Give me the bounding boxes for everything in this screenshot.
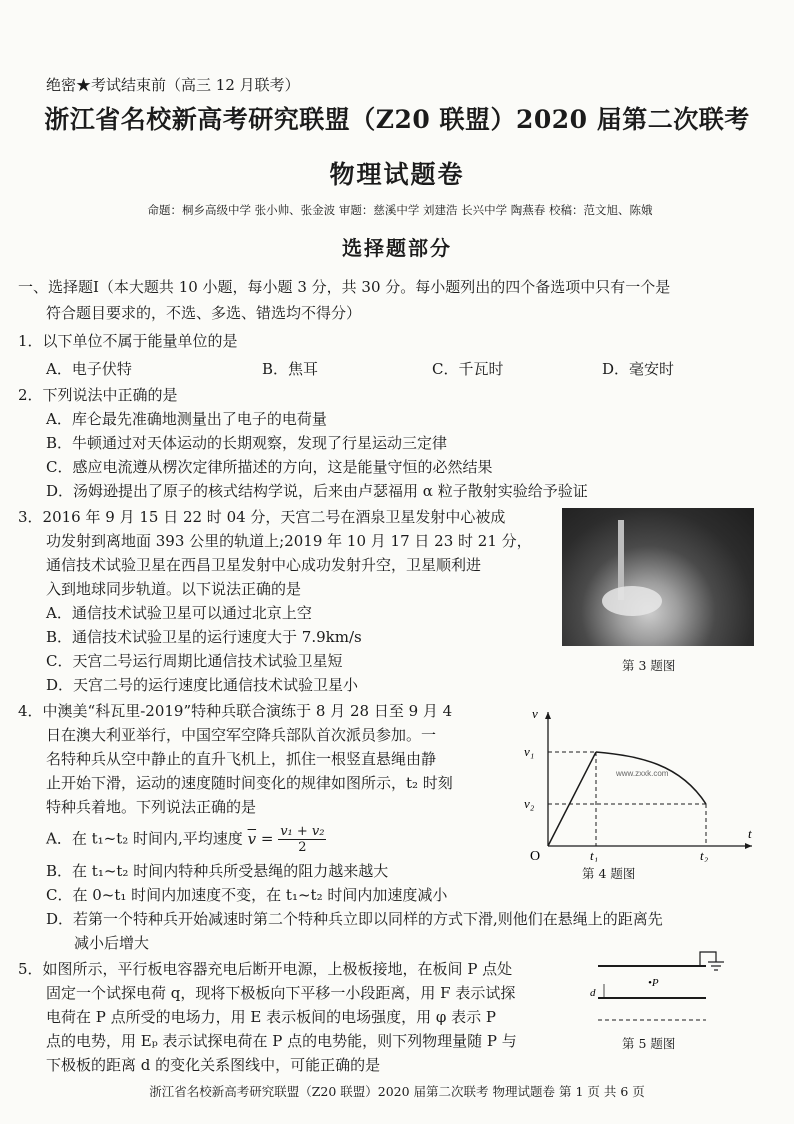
q4-option-a (46, 824, 326, 855)
question-5-stem: 5．如图所示，平行板电容器充电后断开电源，上极板接地，在板间 P 点处 (18, 960, 513, 978)
q1-option-b: B．焦耳 (262, 360, 319, 378)
rocket-launch-photo (562, 508, 754, 646)
question-1-stem: 1．以下单位不属于能量单位的是 (18, 332, 238, 350)
question-5-stem: 下极板的距离 d 的变化关系图线中，可能正确的是 (46, 1056, 381, 1074)
t1-label: t₁ (590, 848, 599, 862)
launch-smoke (602, 586, 662, 616)
q3-option-c: C．天宫二号运行周期比通信技术试验卫星短 (46, 652, 343, 670)
question-3-stem: 3．2016 年 9 月 15 日 22 时 04 分，天宫二号在酒泉卫星发射中心被成 (18, 508, 506, 526)
figure-4-caption: 第 4 题图 (582, 866, 636, 881)
t2-label: t₂ (700, 848, 709, 862)
q4-option-d: D．若第一个特种兵开始减速时第二个特种兵立即以同样的方式下滑,则他们在悬绳上的距离先 (46, 910, 663, 928)
question-4-stem: 特种兵着地。下列说法正确的是 (46, 798, 257, 816)
deceleration-curve (596, 752, 706, 804)
v-axis-label: v (532, 706, 538, 721)
question-2-stem: 2．下列说法中正确的是 (18, 386, 178, 404)
q1-option-a: A．电子伏特 (46, 360, 132, 378)
instructions-line: 符合题目要求的，不选、多选、错选均不得分） (46, 304, 362, 322)
question-5-stem: 固定一个试探电荷 q，现将下极板向下平移一小段距离，用 F 表示试探 (46, 984, 516, 1002)
exam-title: 浙江省名校新高考研究联盟（Z20 联盟）2020 届第二次联考 (44, 105, 750, 134)
watermark: www.zxxk.com (616, 769, 669, 778)
q4-option-a-text: A．在 t₁~t₂ 时间内,平均速度 (46, 829, 243, 848)
figure-3-caption: 第 3 题图 (622, 658, 676, 673)
point-p-label: •P (648, 977, 659, 989)
question-4-stem: 4．中澳美“科瓦里-2019”特种兵联合演练于 8 月 28 日至 9 月 4 (18, 702, 453, 720)
v1-label: v₁ (524, 744, 535, 759)
q3-option-d: D．天宫二号的运行速度比通信技术试验卫星小 (46, 676, 359, 694)
v2-label: v₂ (524, 796, 535, 811)
q4-option-c: C．在 0~t₁ 时间内加速度不变，在 t₁~t₂ 时间内加速度减小 (46, 886, 448, 904)
question-3-stem: 通信技术试验卫星在西昌卫星发射中心成功发射升空，卫星顺利进 (46, 556, 482, 574)
fraction (278, 824, 326, 855)
q2-option-a: A．库仑最先准确地测量出了电子的电荷量 (46, 410, 327, 428)
page-footer: 浙江省名校新高考研究联盟（Z20 联盟）2020 届第二次联考 物理试题卷 第 1 页 共 6 页 (149, 1084, 645, 1099)
velocity-axis-arrow (545, 712, 551, 719)
acceleration-segment (548, 752, 596, 846)
q4-option-d-continued: 减小后增大 (74, 934, 150, 952)
instructions-line: 一、选择题Ⅰ（本大题共 10 小题，每小题 3 分，共 30 分。每小题列出的四个备选项中只有一个是 (18, 278, 671, 296)
ground-wire (700, 952, 716, 966)
paper-subtitle: 物理试题卷 (329, 160, 465, 189)
question-4-stem: 止开始下滑，运动的速度随时间变化的规律如图所示，t₂ 时刻 (46, 774, 453, 792)
equals-sign: = (260, 829, 274, 848)
question-5-stem: 电荷在 P 点所受的电场力，用 E 表示板间的电场强度，用 φ 表示 P (46, 1008, 497, 1026)
q2-option-c: C．感应电流遵从楞次定律所描述的方向，这是能量守恒的必然结果 (46, 458, 493, 476)
distance-d-label: d (590, 987, 596, 999)
capacitor-diagram (588, 940, 748, 1028)
average-velocity-symbol: $\overline{v}$ (247, 829, 257, 848)
q2-option-b: B．牛顿通过对天体运动的长期观察，发现了行星运动三定律 (46, 434, 448, 452)
question-5-stem: 点的电势，用 Eₚ 表示试探电荷在 P 点的电势能，则下列物理量随 P 与 (46, 1032, 517, 1050)
q3-option-b: B．通信技术试验卫星的运行速度大于 7.9km/s (46, 628, 362, 646)
fraction-numerator: v₁ + v₂ (280, 824, 325, 839)
author-credits: 命题：桐乡高级中学 张小帅、张金波 审题：慈溪中学 刘建浩 长兴中学 陶燕春 校稿：范文旭、陈娥 (147, 203, 653, 217)
section-heading: 选择题部分 (342, 236, 452, 260)
q4-option-b: B．在 t₁~t₂ 时间内特种兵所受悬绳的阻力越来越大 (46, 862, 389, 880)
question-4-stem: 日在澳大利亚举行，中国空军空降兵部队首次派员参加。一 (46, 726, 437, 744)
figure-5-caption: 第 5 题图 (622, 1036, 676, 1051)
velocity-time-graph (520, 700, 760, 862)
time-axis-arrow (745, 843, 752, 849)
q1-option-d: D．毫安时 (602, 360, 675, 378)
q1-option-c: C．千瓦时 (432, 360, 504, 378)
fraction-denominator: 2 (298, 840, 307, 855)
question-3-stem: 功发射到离地面 393 公里的轨道上;2019 年 10 月 17 日 23 时 21 分， (46, 532, 532, 550)
confidential-note: 绝密★考试结束前（高三 12 月联考） (46, 76, 300, 94)
q3-option-a: A．通信技术试验卫星可以通过北京上空 (46, 604, 312, 622)
t-axis-label: t (748, 826, 752, 841)
question-3-stem: 入到地球同步轨道。以下说法正确的是 (46, 580, 302, 598)
q2-option-d: D．汤姆逊提出了原子的核式结构学说，后来由卢瑟福用 α 粒子散射实验给予验证 (46, 482, 588, 500)
origin-label: O (530, 849, 541, 862)
question-4-stem: 名特种兵从空中静止的直升飞机上，抓住一根竖直悬绳由静 (46, 750, 437, 768)
